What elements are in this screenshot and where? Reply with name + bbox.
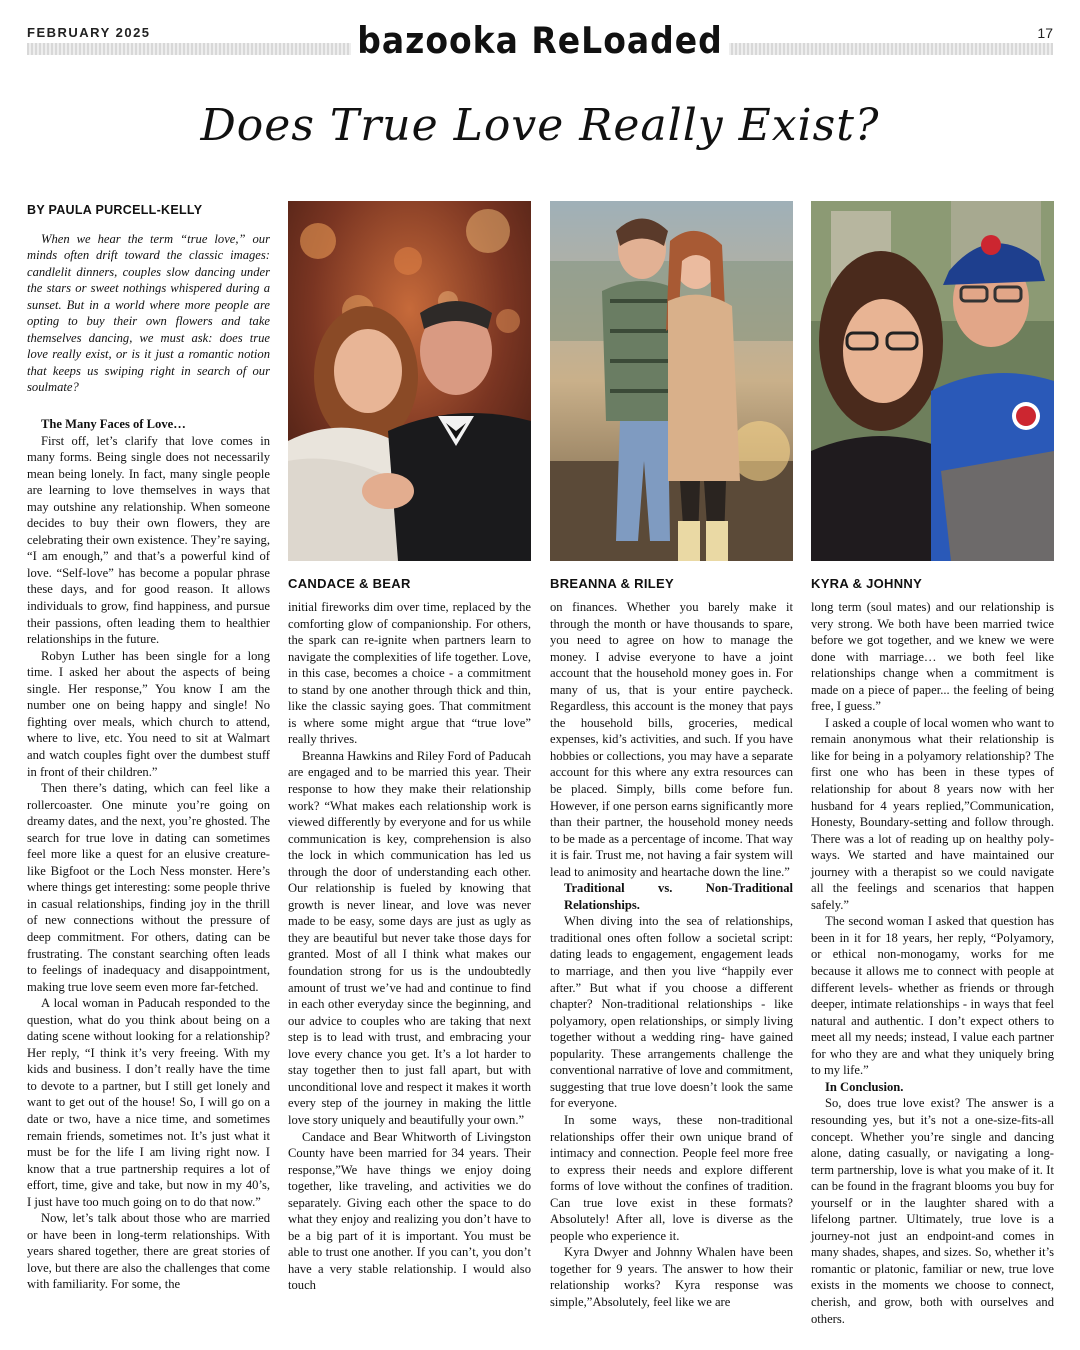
paragraph: The second woman I asked that question has been in it for 18 years, her reply, “Polyamory, or ethical non-monogamy, works for me because it allows me to connect with people at different levels- whether as friends or through deeper, intimate relationships - in ways that feel natural and authentic. I don’t expect others to meet all my needs; instead, I value each partner for who they are and what they uniquely bring to my life.” xyxy=(811,914,1054,1078)
column-1 xyxy=(27,202,270,1293)
caption-candace-bear: CANDACE & BEAR xyxy=(288,576,411,591)
paragraph: I asked a couple of local women who want to remain anonymous what their relationship is like for being in a polyamory relationship? The first one who has been in these types of relationship for about 8 years now with her husband for 4 years replied,”Communication, Honesty, Boundary-setting and follow through. There was a lot of reading up on healthy poly-ways. We started and have maintained our journey with a therapist so we could navigate all the feelings and scenarios that happen safely.” xyxy=(811,715,1054,912)
couple-photo-3 xyxy=(811,201,1054,561)
section-heading-conclusion: In Conclusion. xyxy=(825,1079,904,1094)
column-3 xyxy=(550,599,793,1311)
couple-photo-1 xyxy=(288,201,531,561)
byline: BY PAULA PURCELL-KELLY xyxy=(27,203,203,217)
paragraph: Breanna Hawkins and Riley Ford of Paducah are engaged and to be married this year. Their response to how they make their relationship work? “What makes each relationship work is viewed differently by everyone and for us while communication is key, comprehension is also the lock in which communication has led us through the door of understanding each other. Our relationship is fueled by knowing that growth is never linear, and love was never made to be easy, some days are just as ugly as they are beautiful but never take those days for granted. Most of all I think what makes our foundation strong for us is the undoubtedly amount of trust we’ve had and continue to find in each other everyday since the beginning, and our advice to couples who are taking that next step is to lead with trust, and embracing your love every chance you get. It’s a lot harder to stay together then to just fall apart, but with unconditional love and respect it makes it worth every step of the journey in making the little love story uniquely and beautifully your own.” xyxy=(288,748,531,1127)
masthead-logo: bazooka ReLoaded xyxy=(351,20,729,62)
intro-paragraph: When we hear the term “true love,” our minds often drift toward the classic images: candlelit dinners, couples slow dancing under the stars or sweet nothings whispered during a sunset. But in a world where more people are opting to buy their own flowers and take themselves dancing, we must ask: does true love really exist, or is it just a romantic notion that keeps us swiping right in search of our soulmate? xyxy=(27,231,270,395)
caption-kyra-johnny: KYRA & JOHNNY xyxy=(811,576,923,591)
paragraph: In some ways, these non-traditional relationships offer their own unique brand of intimacy and connection. People feel more free to express their needs and explore different forms of love without the confines of tradition. Can true love exist in these formats? Absolutely! After all, love is diverse as the people who experience it. xyxy=(550,1112,793,1243)
photo-breanna-riley xyxy=(550,201,793,561)
paragraph: long term (soul mates) and our relationship is very strong. We both have been married twice before we got together, and we knew we were done with marriage… we both feel like relationships change when a commitment is made on a piece of paper... the feeling of being free, I guess.” xyxy=(811,600,1054,714)
column-2 xyxy=(288,599,531,1294)
photo-candace-bear xyxy=(288,201,531,561)
paragraph: A local woman in Paducah responded to the question, what do you think about being on a dating scene without looking for a relationship? Her reply, “I think it’s very freeing. With my kids and business. I don’t really have the time to devote to a partner, but I still get lonely and want to get out of the house! So, I will go on a date or two, have a nice time, and sometimes remain friends, sometimes not. It’s just what it must be for the life I am living right now. I know that a true partnership requires a lot of effort, time, give and take, but now in my 40’s, I just have too much going on to do that now.” xyxy=(27,996,270,1209)
caption-breanna-riley: BREANNA & RILEY xyxy=(550,576,674,591)
paragraph: Then there’s dating, which can feel like a rollercoaster. One minute you’re going on dreamy dates, and the next, you’re ghosted. The search for true love in dating can sometimes feel more like a quest for an elusive creature-like Bigfoot or the Loch Ness monster. Here’s where things get interesting: some people thrive in casual relationships, finding joy in the thrill of new connections without the pressure of deep commitment. For others, dating can be frustrating. The constant searching often leads to feelings of inadequacy and disappointment, making true love seem even more far-fetched. xyxy=(27,781,270,994)
paragraph: So, does true love exist? The answer is a resounding yes, but it’s not a one-size-fits-all concept. Whether you’re single and dancing alone, dating casually, or navigating a long-term partnership, love is what you make of it. It can be found in the fragrant blooms you buy for yourself or in the laughter shared with a lifelong partner. Ultimately, true love is a journey-not just an endpoint-and comes in many shades, shapes, and sizes. So, whether it’s romantic or platonic, familiar or new, true love exists in the moments we choose to connect, cherish, and grow, both with ourselves and others. xyxy=(811,1096,1054,1326)
section-heading-traditional: Traditional vs. Non-Traditional Relationships. xyxy=(564,881,793,912)
paragraph: initial fireworks dim over time, replaced by the comforting glow of companionship. For others, the spark can re-ignite when partners learn to navigate the complexities of life together. Love, in this case, becomes a choice - a commitment to stand by one another through thick and thin, like the classic saying goes. That commitment is where some might argue that “true love” really thrives. xyxy=(288,600,531,747)
paragraph: Kyra Dwyer and Johnny Whalen have been together for 9 years. The answer to how their relationship works? Kyra response was simple,”Absolutely, feel like we are xyxy=(550,1245,793,1309)
paragraph: When diving into the sea of relationships, traditional ones often follow a societal script: dating leads to engagement, engagement leads to marriage, and then you live “happily ever after.” But what if you choose a different chapter? Non-traditional relationships - like polyamory, open relationships, or simply living together without a wedding ring- have gained popularity. These arrangements challenge the conventional narrative of love and commitment, suggesting that true love doesn’t look the same for everyone. xyxy=(550,914,793,1111)
photo-kyra-johnny xyxy=(811,201,1054,561)
paragraph: Robyn Luther has been single for a long time. I asked her about the aspects of being single. Her response,” You know I am the number one on being happy and single! No fighting over meals, which church to attend, where to live, etc. You need to sit at Walmart and watch couples fight over the dumbest stuff in front of their children.” xyxy=(27,648,270,779)
paragraph: First off, let’s clarify that love comes in many forms. Being single does not necessarily mean being lonely. In fact, many single people are learning to love themselves in ways that may outshine any relationship. When someone decides to buy their own flowers, they are celebrating their own existence. They’re saying, “I am enough,” and that’s a powerful kind of love. “Self-love” has become a popular phrase these days, and for good reason. It allows individuals to grow, find happiness, and pursue their passions, often leading them to healthier relationships in the future. xyxy=(27,433,270,647)
column-4 xyxy=(811,599,1054,1327)
issue-date: FEBRUARY 2025 xyxy=(27,25,151,40)
page-number: 17 xyxy=(1037,25,1053,41)
section-heading-many-faces: The Many Faces of Love… xyxy=(41,417,186,432)
paragraph: Now, let’s talk about those who are married or have been in long-term relationships. With years shared together, there are great stories of love, but there are also the challenges that come with familiarity. For some, the xyxy=(27,1211,270,1292)
masthead xyxy=(0,19,1080,62)
paragraph: Candace and Bear Whitworth of Livingston County have been married for 34 years. Their response,”We have things we enjoy doing together, like traveling, and activities we do separately. Giving each other the space to do what they enjoy and realizing you don’t have to be a big part of it is important. You must be able to trust one another. If you can’t, you don’t have a very stable relationship. I would also touch xyxy=(288,1129,531,1293)
couple-photo-2 xyxy=(550,201,793,561)
article-title: Does True Love Really Exist? xyxy=(200,100,880,151)
paragraph: on finances. Whether you barely make it through the month or have thousands to spare, you need to agree on how to manage the money. I advise everyone to have a joint account that the household money goes in. For many of us, that is your entire paycheck. Regardless, this account is the money that pays the household bills, groceries, medical expenses, kid’s activities, and such. If you have hobbies or collections, you may have a separate account for this where any extra resources can be placed. Simply, bills come before fun. However, if one person earns significantly more than their partner, the household money needs to be made as a percentage of income. That way it is fair. Trust me, not having a fair system will lead to animosity and heartache down the line.” xyxy=(550,600,793,879)
